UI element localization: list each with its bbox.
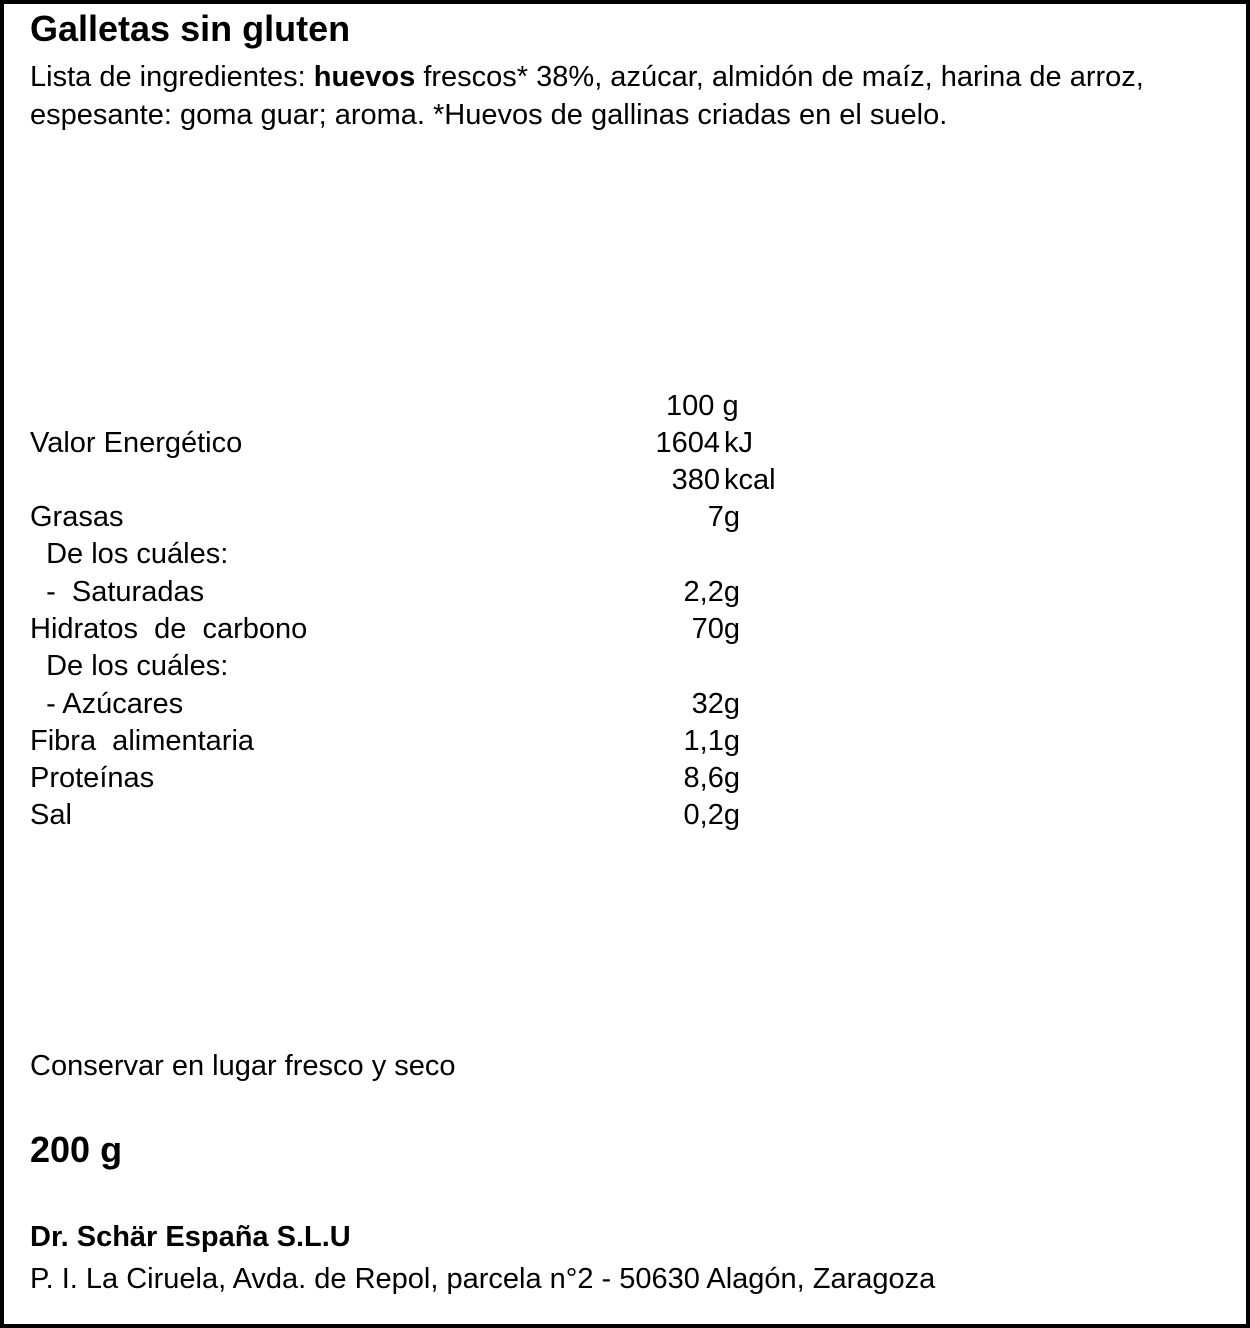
nutrition-column-header: 100 g	[666, 390, 739, 422]
nutrition-label-grasas: Grasas	[30, 501, 124, 533]
ingredients-list	[30, 58, 1230, 134]
nutrition-label-sal: Sal	[30, 799, 72, 831]
nutrition-label-saturadas: - Saturadas	[30, 576, 205, 608]
nutrition-value-hidratos: 70g	[691, 613, 740, 645]
net-weight: 200 g	[30, 1129, 123, 1170]
nutrition-label-hidratos: Hidratos de carbono	[30, 613, 308, 645]
ingredients-rest: frescos* 38%, azúcar, almidón de maíz, harina de arroz, espesante: goma guar; aroma. *Huevos de gallinas criadas en el suelo.	[30, 61, 1144, 131]
nutrition-label-proteinas: Proteínas	[30, 762, 155, 794]
nutrition-value-kcal: 380	[671, 464, 720, 496]
nutrition-unit-kj: kJ	[724, 427, 753, 459]
nutrition-label-energy: Valor Energético	[30, 427, 243, 459]
nutrition-value-saturadas: 2,2g	[683, 576, 740, 608]
nutrition-label-sub-hidratos: De los cuáles:	[30, 650, 229, 682]
company-address: P. I. La Ciruela, Avda. de Repol, parcela n°2 - 50630 Alagón, Zaragoza	[30, 1263, 936, 1295]
allergen-highlight: huevos	[313, 61, 416, 93]
storage-instructions: Conservar en lugar fresco y seco	[30, 1050, 456, 1082]
nutrition-value-kj: 1604	[655, 427, 720, 459]
ingredients-prefix: Lista de ingredientes:	[30, 61, 314, 93]
nutrition-value-proteinas: 8,6g	[683, 762, 740, 794]
company-name: Dr. Schär España S.L.U	[30, 1221, 351, 1253]
nutrition-unit-kcal: kcal	[724, 464, 776, 496]
nutrition-value-fibra: 1,1g	[683, 725, 740, 757]
nutrition-label-azucares: - Azúcares	[30, 688, 184, 720]
nutrition-value-sal: 0,2g	[683, 799, 740, 831]
nutrition-label-sub-grasas: De los cuáles:	[30, 538, 229, 570]
nutrition-value-azucares: 32g	[691, 688, 740, 720]
nutrition-label-fibra: Fibra alimentaria	[30, 725, 255, 757]
product-title: Galletas sin gluten	[30, 8, 351, 49]
nutrition-value-grasas: 7g	[707, 501, 740, 533]
